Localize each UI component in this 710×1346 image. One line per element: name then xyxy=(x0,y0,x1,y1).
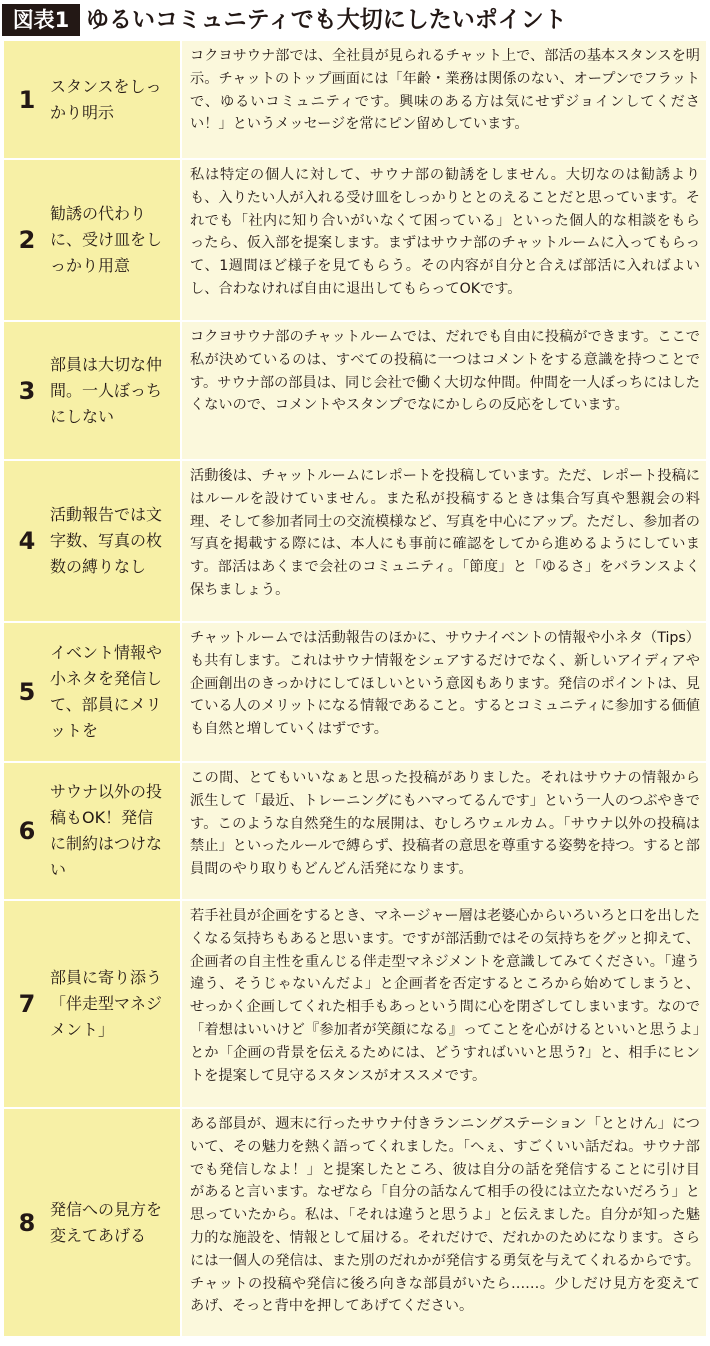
row-heading xyxy=(4,461,180,621)
table-row xyxy=(4,901,706,1109)
table-row xyxy=(4,461,706,623)
row-number: 2 xyxy=(18,226,36,254)
row-topic: イベント情報や小ネタを発信して、部員にメリットを xyxy=(50,643,163,740)
table-row xyxy=(4,322,706,461)
row-heading xyxy=(4,322,180,459)
row-description: コクヨサウナ部では、全社員が見られるチャット上で、部活の基本スタンスを明示。チャットのトップ画面には「年齢・業務は関係のない、オープンでフラットで、ゆるいコミュニティです。興味のある方は気にせずジョインしてください！」というメッセージを常にピン留めしています。 xyxy=(180,41,706,158)
points-table xyxy=(4,41,706,1338)
row-topic: スタンスをしっかり明示 xyxy=(50,76,162,122)
row-number: 4 xyxy=(18,527,36,555)
row-heading xyxy=(4,41,180,158)
row-topic: 部員に寄り添う「伴走型マネジメント」 xyxy=(50,968,163,1039)
row-heading xyxy=(4,623,180,761)
table-row xyxy=(4,623,706,763)
row-heading xyxy=(4,160,180,320)
table-row xyxy=(4,160,706,322)
row-topic: サウナ以外の投稿もOK！発信に制約はつけない xyxy=(50,782,163,879)
row-topic: 発信への見方を変えてあげる xyxy=(50,1199,163,1245)
row-number: 6 xyxy=(18,817,36,845)
table-row xyxy=(4,763,706,901)
row-number: 7 xyxy=(18,990,36,1018)
row-description: ある部員が、週末に行ったサウナ付きランニングステーション「ととけん」について、その魅力を熱く語ってくれました。「へぇ、すごくいい話だね。サウナ部でも発信しなよ！」と提案したところ、彼は自分の話を発信することに引け目があると言います。なぜなら「自分の話なんて相手の役には立たないだろう」と思っていたから。私は、「それは違うと思うよ」と伝えました。自分が知った魅力的な施設を、情報として届ける。それだけで、だれかのためになります。さらには一個人の発信は、また別のだれかが発信する勇気を与えてくれるからです。チャットの投稿や発信に後ろ向きな部員がいたら……。少しだけ見方を変えてあげ、そっと背中を押してあげてください。 xyxy=(180,1109,706,1336)
row-description: チャットルームでは活動報告のほかに、サウナイベントの情報や小ネタ（Tips）も共有します。これはサウナ情報をシェアするだけでなく、新しいアイディアや企画創出のきっかけにしてほしいという意図もあります。発信のポイントは、見ている人のメリットになる情報であること。するとコミュニティに参加する価値も自然と増していくはずです。 xyxy=(180,623,706,761)
row-topic: 活動報告では文字数、写真の枚数の縛りなし xyxy=(50,505,163,576)
row-heading xyxy=(4,1109,180,1336)
table-row xyxy=(4,1109,706,1338)
row-description: コクヨサウナ部のチャットルームでは、だれでも自由に投稿ができます。ここで私が決めているのは、すべての投稿に一つはコメントをする意識を持つことです。サウナ部の部員は、同じ会社で働く大切な仲間。仲間を一人ぼっちにはしたくないので、コメントやスタンプでなにかしらの反応をしています。 xyxy=(180,322,706,459)
row-description: 若手社員が企画をするとき、マネージャー層は老婆心からいろいろと口を出したくなる気持ちもあると思います。ですが部活動ではその気持ちをグッと抑えて、企画者の自主性を重んじる伴走型マネジメントを意識してみてください。「違う違う、そうじゃないんだよ」と企画者を否定するところから始めてしまうと、せっかく企画してくれた相手もあっという間に心を閉ざしてしまいます。なので「着想はいいけど『参加者が笑顔になる』ってことを心がけるといいと思うよ」とか「企画の背景を伝えるためには、どうすればいいと思う?」と、相手にヒントを提案して見守るスタンスがオススメです。 xyxy=(180,901,706,1107)
row-number: 3 xyxy=(18,376,36,405)
figure-label: 図表1 xyxy=(2,4,80,36)
row-topic: 勧誘の代わりに、受け皿をしっかり用意 xyxy=(50,204,163,275)
row-heading xyxy=(4,763,180,899)
figure-header xyxy=(0,0,710,40)
row-topic: 部員は大切な仲間。一人ぼっちにしない xyxy=(50,354,163,426)
row-heading xyxy=(4,901,180,1107)
row-description: 活動後は、チャットルームにレポートを投稿しています。ただ、レポート投稿にはルールを設けていません。また私が投稿するときは集合写真や懇親会の料理、そして参加者同士の交流模様など、写真を中心にアップ。ただし、参加者の写真を掲載する際には、本人にも事前に確認をしてから進めるようにしています。部活はあくまで会社のコミュニティ。「節度」と「ゆるさ」をバランスよく保ちましょう。 xyxy=(180,461,706,621)
row-number: 8 xyxy=(18,1208,36,1237)
table-row xyxy=(4,41,706,160)
figure-title: ゆるいコミュニティでも大切にしたいポイント xyxy=(86,7,567,33)
row-number: 1 xyxy=(18,85,36,114)
row-description: この間、とてもいいなぁと思った投稿がありました。それはサウナの情報から派生して「最近、トレーニングにもハマってるんです」という一人のつぶやきです。このような自然発生的な展開は、むしろウェルカム。「サウナ以外の投稿は禁止」といったルールで縛らず、投稿者の意思を尊重する姿勢を持つ。すると部員間のやり取りもどんどん活発になります。 xyxy=(180,763,706,899)
row-description: 私は特定の個人に対して、サウナ部の勧誘をしません。大切なのは勧誘よりも、入りたい人が入れる受け皿をしっかりととのえることだと思っています。それでも「社内に知り合いがいなくて困っている」といった個人的な相談をもらったら、仮入部を提案します。まずはサウナ部のチャットルームに入ってもらって、1週間ほど様子を見てもらう。その内容が自分と合えば部活に入ればよいし、合わなければ自由に退出してもらってOKです。 xyxy=(180,160,706,320)
row-number: 5 xyxy=(18,678,36,706)
